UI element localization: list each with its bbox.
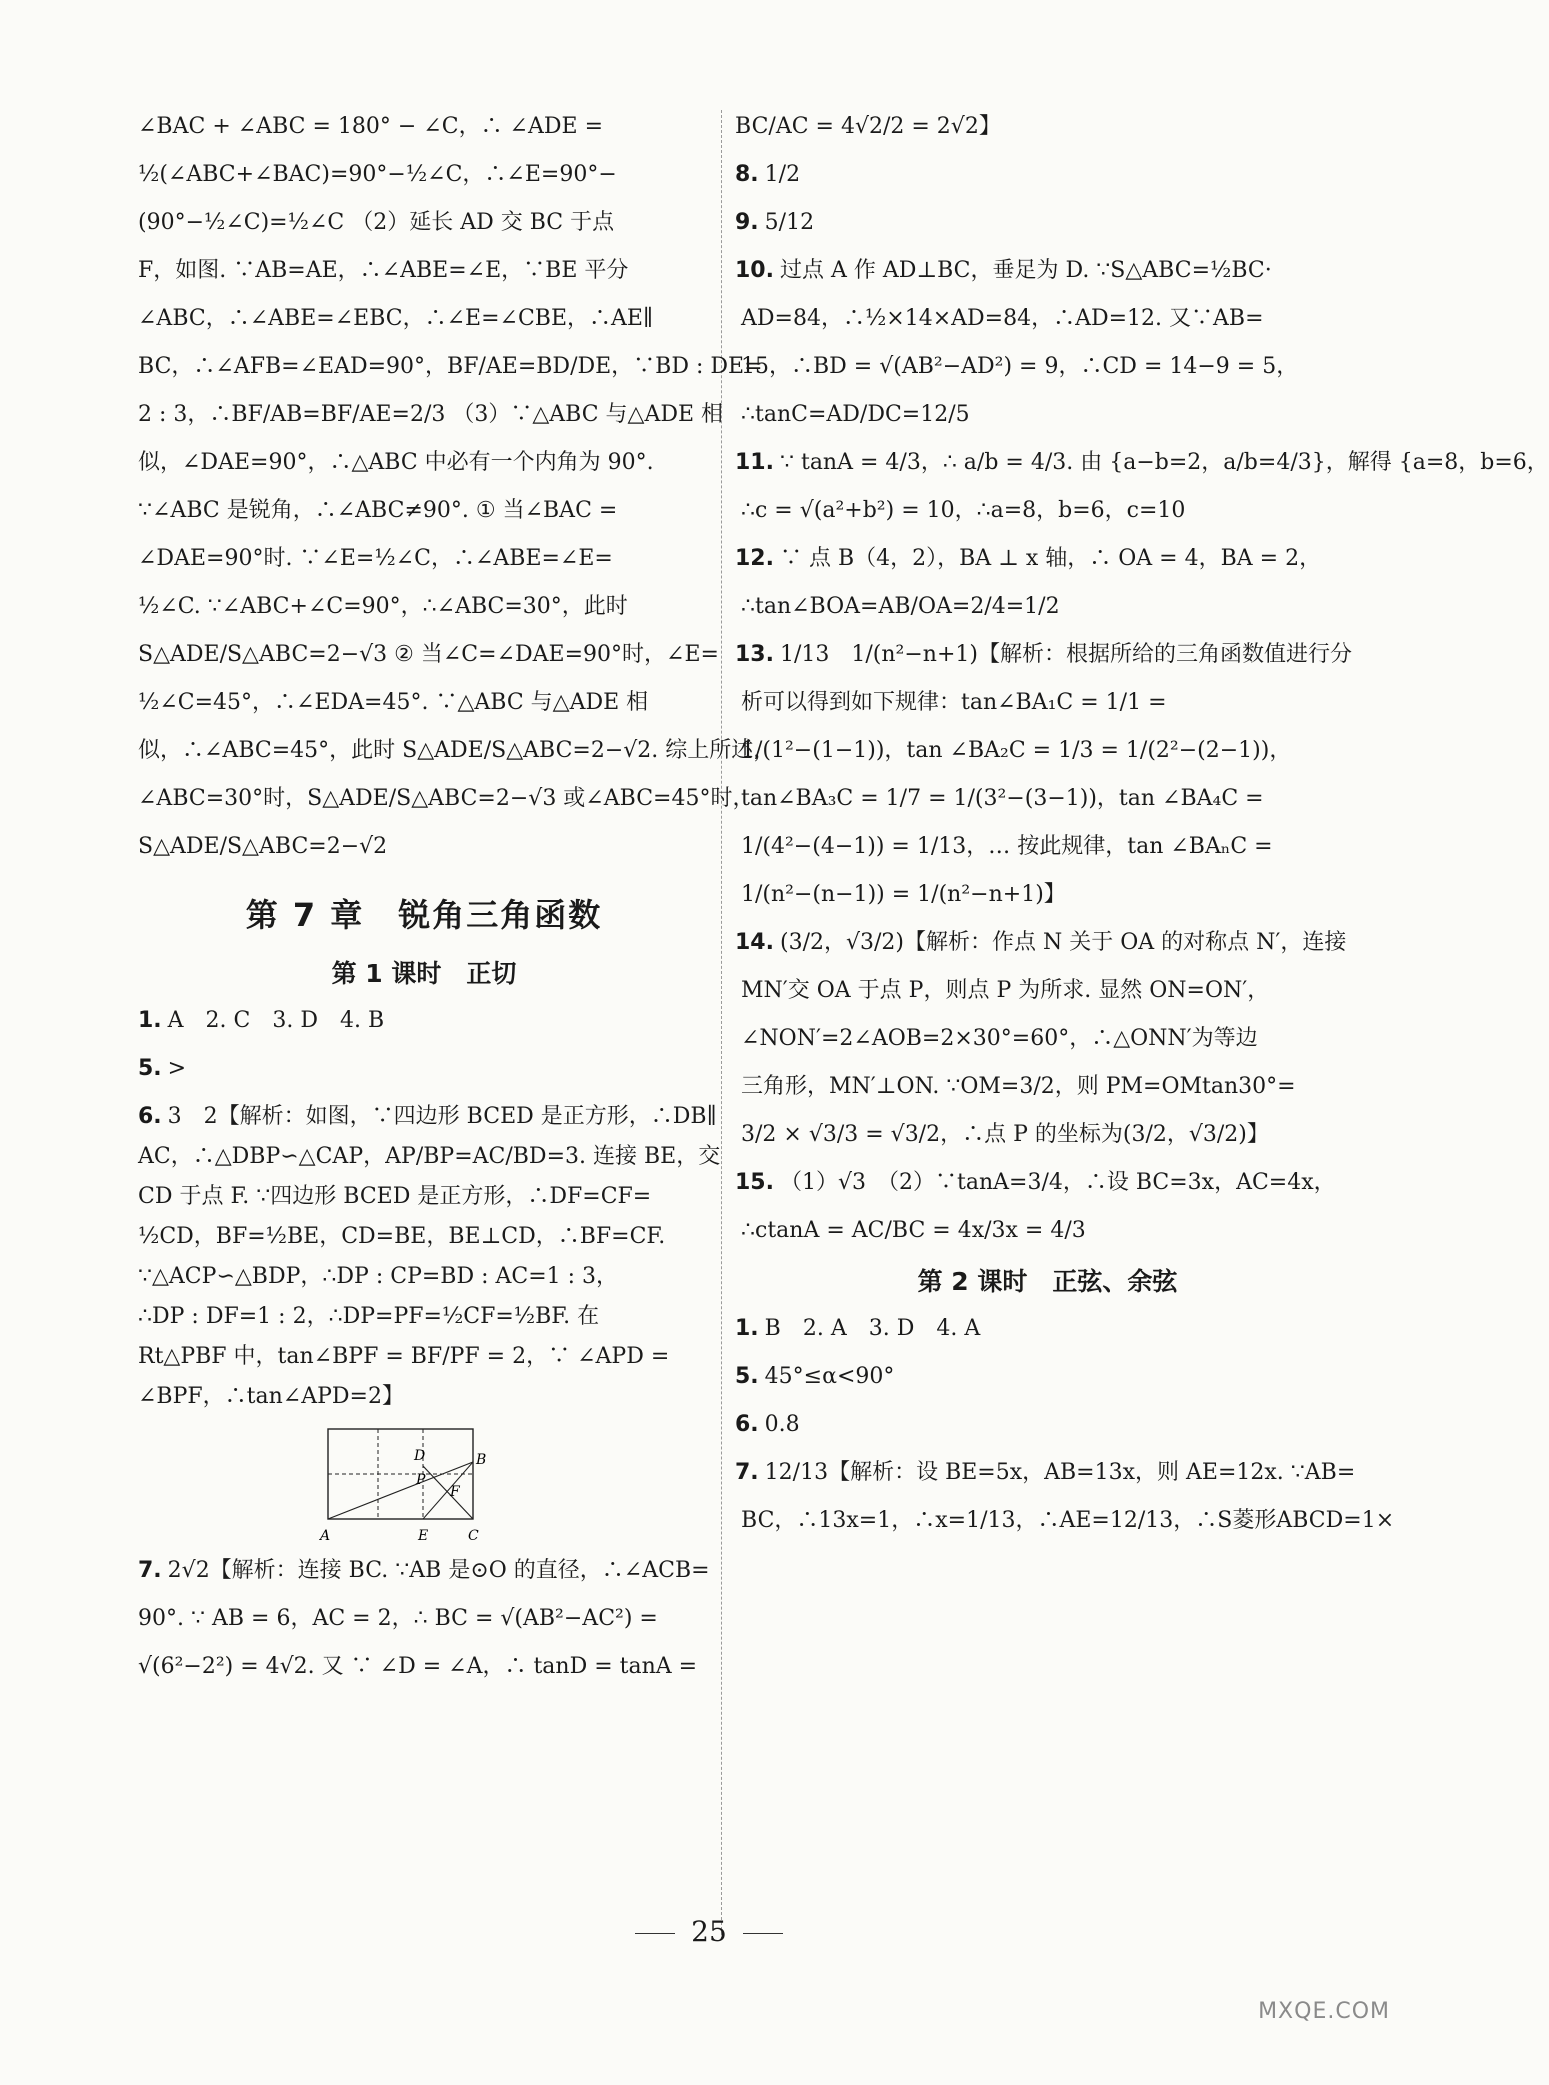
answer-item-0-text: A 2. C 3. D 4. B <box>167 1008 385 1033</box>
page-number-text: 25 <box>691 1915 727 1948</box>
right-item-14 <box>735 830 1360 864</box>
right-answer-list-2 <box>735 1312 1395 1538</box>
right-item-1-number: 9. <box>735 210 759 235</box>
page-number-dash-left <box>635 1933 675 1934</box>
right-item-19-text: 三角形，MN′⊥ON. ∵OM=3/2，则 PM=OMtan30°= <box>741 1074 1296 1099</box>
left-short-answers <box>138 1004 710 1086</box>
left-line-12: ½∠C=45°，∴∠EDA=45°. ∵△ABC 与△ADE 相 <box>138 690 649 715</box>
right-item-11-text: 析可以得到如下规律：tan∠BA₁C = 1/1 = <box>741 690 1167 715</box>
right-item-2 <box>735 254 1360 288</box>
left-line-4: ∠ABC，∴∠ABE=∠EBC，∴∠E=∠CBE，∴AE∥ <box>138 306 654 331</box>
right-item-21-text: （1）√3 （2）∵tanA=3/4，∴设 BC=3x，AC=4x， <box>779 1170 1336 1195</box>
watermark <box>1190 1999 1390 2055</box>
q6-line-7: ∠BPF，∴tan∠APD=2】 <box>138 1384 404 1409</box>
right-item2-3-number: 7. <box>735 1460 759 1485</box>
q6-number: 6. <box>138 1104 162 1129</box>
label-a: A <box>320 1528 331 1544</box>
right-item-13-text: tan∠BA₃C = 1/7 = 1/(3²−(3−1))，tan ∠BA₄C = <box>741 786 1264 811</box>
right-item-21 <box>735 1166 1360 1200</box>
right-item-10-number: 13. <box>735 642 774 667</box>
right-item-10-text: 1/13 1/(n²−n+1)【解析：根据所给的三角函数值进行分 <box>779 642 1352 667</box>
label-c: C <box>468 1528 479 1544</box>
right-item-6-number: 11. <box>735 450 774 475</box>
q6-line-6: Rt△PBF 中，tan∠BPF = BF/PF = 2，∵ ∠APD = <box>138 1344 670 1369</box>
right-item-20 <box>735 1118 1360 1152</box>
left-line-2: (90°−½∠C)=½∠C （2）延长 AD 交 BC 于点 <box>138 210 615 235</box>
right-item-9-text: ∴tan∠BOA=AB/OA=2/4=1/2 <box>741 594 1060 619</box>
right-item2-0-text: B 2. A 3. D 4. A <box>764 1316 981 1341</box>
q6-line-5: ∴DP : DF=1 : 2，∴DP=PF=½CF=½BF. 在 <box>138 1304 600 1329</box>
question-6 <box>138 1100 721 1414</box>
right-item-22 <box>735 1214 1360 1248</box>
page-number-dash-right <box>743 1933 783 1934</box>
answer-item-1-number: 5. <box>138 1056 162 1081</box>
q6-line-3: ½CD，BF=½BE，CD=BE，BE⊥CD，∴BF=CF. <box>138 1224 666 1249</box>
right-item-8-number: 12. <box>735 546 774 571</box>
chapter-title: 第 7 章 锐角三角函数 <box>245 896 603 934</box>
right-item-17 <box>735 974 1360 1008</box>
right-item-13 <box>735 782 1360 816</box>
right-item-3-text: AD=84，∴½×14×AD=84，∴AD=12. 又∵AB= <box>741 306 1264 331</box>
right-item-16-text: (3/2，√3/2)【解析：作点 N 关于 OA 的对称点 N′，连接 <box>779 930 1347 955</box>
square-figure <box>318 1424 488 1544</box>
right-item-20-text: 3/2 × √3/3 = √3/2，∴点 P 的坐标为(3/2，√3/2)】 <box>741 1122 1269 1147</box>
right-item-12-text: 1/(1²−(1−1))，tan ∠BA₂C = 1/3 = 1/(2²−(2−1))， <box>741 738 1292 763</box>
left-line-6: 2 : 3，∴BF/AB=BF/AE=2/3 （3）∵△ABC 与△ADE 相 <box>138 402 724 427</box>
right-item-2-text: 过点 A 作 AD⊥BC，垂足为 D. ∵S△ABC=½BC· <box>779 258 1272 283</box>
q6-line-2: CD 于点 F. ∵四边形 BCED 是正方形，∴DF=CF= <box>138 1184 652 1209</box>
right-item-9 <box>735 590 1360 624</box>
right-item2-1 <box>735 1360 1360 1394</box>
right-item-5 <box>735 398 1360 432</box>
label-f: F <box>450 1484 460 1500</box>
right-item-15-text: 1/(n²−(n−1)) = 1/(n²−n+1)】 <box>741 882 1066 907</box>
right-item-1-text: 5/12 <box>764 210 815 235</box>
left-line-8: ∵∠ABC 是锐角，∴∠ABC≠90°. ① 当∠BAC = <box>138 498 618 523</box>
right-item-10 <box>735 638 1360 672</box>
left-line-11: S△ADE/S△ABC=2−√3 ② 当∠C=∠DAE=90°时，∠E= <box>138 642 719 667</box>
left-line-1: ½(∠ABC+∠BAC)=90°−½∠C，∴∠E=90°− <box>138 162 617 187</box>
answer-item-1 <box>138 1052 710 1086</box>
q6-text-0: 3 2【解析：如图，∵四边形 BCED 是正方形，∴DB∥ <box>167 1104 717 1129</box>
right-item2-2-number: 6. <box>735 1412 759 1437</box>
q6-line-4: ∵△ACP∽△BDP，∴DP : CP=BD : AC=1 : 3， <box>138 1264 619 1289</box>
q6-line-0 <box>138 1100 717 1134</box>
right-item-0-text: 1/2 <box>764 162 801 187</box>
left-line-0: ∠BAC + ∠ABC = 180° − ∠C，∴ ∠ADE = <box>138 114 604 139</box>
left-line-9: ∠DAE=90°时. ∵∠E=½∠C，∴∠ABE=∠E= <box>138 546 613 571</box>
q7-number: 7. <box>138 1558 162 1583</box>
left-line-5: BC，∴∠AFB=∠EAD=90°，BF/AE=BD/DE，∵BD : DE= <box>138 354 763 379</box>
label-p: P <box>416 1472 426 1488</box>
right-item-1 <box>735 206 1360 240</box>
right-item-14-text: 1/(4²−(4−1)) = 1/13，… 按此规律，tan ∠BAₙC = <box>741 834 1273 859</box>
question-7 <box>138 1554 710 1684</box>
right-item-18 <box>735 1022 1360 1056</box>
right-item-8 <box>735 542 1360 576</box>
right-item-11 <box>735 686 1360 720</box>
q6-line-1: AC，∴△DBP∽△CAP，AP/BP=AC/BD=3. 连接 BE，交 <box>138 1144 721 1169</box>
answer-item-1-text: > <box>167 1056 187 1081</box>
right-item2-1-text: 45°≤α<90° <box>764 1364 895 1389</box>
right-item-6 <box>735 446 1549 480</box>
right-item-17-text: MN′交 OA 于点 P，则点 P 为所求. 显然 ON=ON′， <box>741 978 1270 1003</box>
right-item-19 <box>735 1070 1360 1104</box>
left-line-14: ∠ABC=30°时，S△ADE/S△ABC=2−√3 或∠ABC=45°时， <box>138 786 755 811</box>
right-item-7 <box>735 494 1360 528</box>
right-item-7-text: ∴c = √(a²+b²) = 10，∴a=8，b=6，c=10 <box>741 498 1186 523</box>
left-line-15: S△ADE/S△ABC=2−√2 <box>138 834 388 859</box>
answer-item-0 <box>138 1004 710 1038</box>
right-item-22-text: ∴ctanA = AC/BC = 4x/3x = 4/3 <box>741 1218 1086 1243</box>
right-item2-4-text: BC，∴13x=1，∴x=1/13，∴AE=12/13，∴S菱形ABCD=1× <box>741 1508 1395 1533</box>
q7-text-0: 2√2【解析：连接 BC. ∵AB 是⊙O 的直径，∴∠ACB= <box>167 1558 710 1583</box>
right-item-3 <box>735 302 1360 336</box>
label-d: D <box>414 1448 426 1464</box>
right-item-0 <box>735 158 1360 192</box>
right-item-15 <box>735 878 1360 912</box>
label-e: E <box>418 1528 429 1544</box>
right-answer-list <box>735 158 1549 1248</box>
right-item-16 <box>735 926 1360 960</box>
left-line-7: 似，∠DAE=90°，∴△ABC 中必有一个内角为 90°. <box>138 450 654 475</box>
right-item-18-text: ∠NON′=2∠AOB=2×30°=60°，∴△ONN′为等边 <box>741 1026 1258 1051</box>
page-number <box>0 1915 1418 1948</box>
right-item2-4 <box>735 1504 1395 1538</box>
right-item-8-text: ∵ 点 B（4，2），BA ⊥ x 轴，∴ OA = 4，BA = 2， <box>779 546 1322 571</box>
right-item2-1-number: 5. <box>735 1364 759 1389</box>
right-item2-3 <box>735 1456 1360 1490</box>
right-item2-0 <box>735 1312 1360 1346</box>
right-item-21-number: 15. <box>735 1170 774 1195</box>
q7-line-1: 90°. ∵ AB = 6，AC = 2，∴ BC = √(AB²−AC²) = <box>138 1606 658 1631</box>
q7-continuation: BC/AC = 4√2/2 = 2√2】 <box>735 114 1001 139</box>
right-item-16-number: 14. <box>735 930 774 955</box>
left-line-3: F，如图. ∵AB=AE，∴∠ABE=∠E，∵BE 平分 <box>138 258 629 283</box>
figure-svg <box>318 1424 488 1544</box>
right-item2-0-number: 1. <box>735 1316 759 1341</box>
column-divider <box>721 110 722 1940</box>
right-item-0-number: 8. <box>735 162 759 187</box>
right-item2-2 <box>735 1408 1360 1442</box>
right-item2-2-text: 0.8 <box>764 1412 800 1437</box>
q7-line-0 <box>138 1554 710 1588</box>
right-column <box>735 110 1549 1552</box>
q7-line-2: √(6²−2²) = 4√2. 又 ∵ ∠D = ∠A，∴ tanD = tanA = <box>138 1654 698 1679</box>
right-item-5-text: ∴tanC=AD/DC=12/5 <box>741 402 970 427</box>
right-item-4-text: 15，∴BD = √(AB²−AD²) = 9，∴CD = 14−9 = 5， <box>741 354 1299 379</box>
right-item-6-text: ∵ tanA = 4/3，∴ a/b = 4/3. 由 {a−b=2，a/b=4/3}，解得 {a=8，b=6， <box>779 450 1549 475</box>
section-title-1: 第 1 课时 正切 <box>331 959 517 988</box>
q6-rest <box>138 1140 721 1414</box>
left-line-10: ½∠C. ∵∠ABC+∠C=90°，∴∠ABC=30°，此时 <box>138 594 628 619</box>
left-line-13: 似，∴∠ABC=45°，此时 S△ADE/S△ABC=2−√2. 综上所述， <box>138 738 776 763</box>
right-item-2-number: 10. <box>735 258 774 283</box>
watermark-url: MXQE.COM <box>1258 1999 1390 2024</box>
answer-item-0-number: 1. <box>138 1008 162 1033</box>
section-title-2: 第 2 课时 正弦、余弦 <box>917 1267 1178 1296</box>
right-item2-3-text: 12/13【解析：设 BE=5x，AB=13x，则 AE=12x. ∵AB= <box>764 1460 1356 1485</box>
right-item-4 <box>735 350 1360 384</box>
right-item-12 <box>735 734 1360 768</box>
label-b: B <box>476 1452 487 1468</box>
